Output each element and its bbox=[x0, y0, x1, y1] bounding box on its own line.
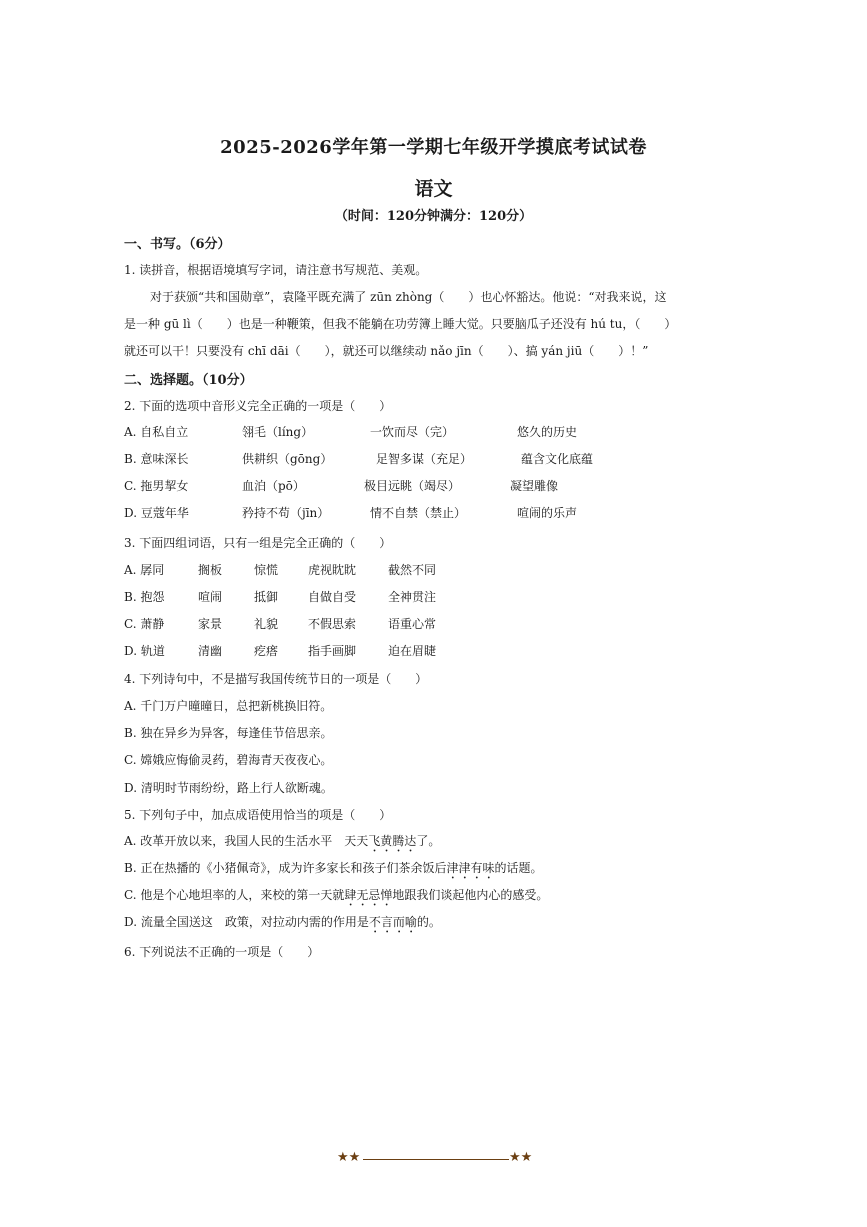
question-3-option-b bbox=[124, 588, 724, 606]
star-icon: ★★ bbox=[509, 1150, 533, 1165]
option-item: 指手画脚 bbox=[308, 644, 357, 658]
option-item: 家景 bbox=[198, 617, 223, 631]
option-item: 足智多谋（充足） bbox=[376, 452, 473, 466]
option-label: C. 萧静 bbox=[124, 617, 165, 631]
option-label: B. 抱怨 bbox=[124, 590, 165, 604]
option-label: C. 拖男挈女 bbox=[124, 479, 189, 493]
option-text: 的话题。 bbox=[494, 861, 543, 875]
option-item: 搁板 bbox=[198, 563, 223, 577]
option-item: 悠久的历史 bbox=[517, 425, 578, 439]
question-3-option-d bbox=[124, 642, 724, 660]
option-item: 迫在眉睫 bbox=[388, 644, 437, 658]
option-item: 全神贯注 bbox=[388, 590, 437, 604]
footer-divider bbox=[363, 1159, 509, 1160]
dotted-idiom: 不言而喻 bbox=[368, 915, 417, 929]
option-label: D. 豆蔻年华 bbox=[124, 506, 189, 520]
option-text: 地跟我们谈起他内心的感受。 bbox=[392, 888, 549, 902]
option-item: 自做自受 bbox=[308, 590, 357, 604]
section-heading-choice: 二、选择题。（10分） bbox=[124, 373, 253, 388]
question-3-option-a bbox=[124, 561, 724, 579]
option-item: 矜持不苟（jīn） bbox=[242, 506, 330, 520]
question-5-stem: 5. 下列句子中，加点成语使用恰当的项是（ ） bbox=[124, 808, 392, 822]
question-2-option-d bbox=[124, 504, 724, 522]
option-item: 礼貌 bbox=[254, 617, 279, 631]
question-1-line-1: 对于获颁“共和国勋章”，袁隆平既充满了 zūn zhòng（ ）也心怀豁达。他说：“对我来说，这 bbox=[150, 290, 667, 304]
option-item: 血泊（pō） bbox=[242, 479, 305, 493]
question-1-line-2: 是一种 gū lì（ ）也是一种鞭策，但我不能躺在功劳簿上睡大觉。只要脑瓜子还没有 hú tu，（ ） bbox=[124, 317, 677, 331]
option-item: 截然不同 bbox=[388, 563, 437, 577]
dotted-idiom: 飞黄腾达 bbox=[368, 834, 417, 848]
option-item: 喧闹 bbox=[198, 590, 223, 604]
question-2-option-a bbox=[124, 423, 724, 441]
option-item: 疙瘩 bbox=[254, 644, 279, 658]
dotted-idiom: 肆无忌惮 bbox=[344, 888, 393, 902]
question-4-option-b: B. 独在异乡为异客，每逢佳节倍思亲。 bbox=[124, 726, 333, 740]
option-label: A. 孱同 bbox=[124, 563, 165, 577]
option-label: D. 轨道 bbox=[124, 644, 165, 658]
option-text: D. 流量全国送这 政策，对拉动内需的作用是 bbox=[124, 915, 369, 929]
option-item: 蕴含文化底蕴 bbox=[521, 452, 594, 466]
question-4-option-a: A. 千门万户曈曈日，总把新桃换旧符。 bbox=[124, 699, 333, 713]
star-icon: ★★ bbox=[337, 1150, 361, 1165]
option-text: 了。 bbox=[416, 834, 441, 848]
question-4-option-d: D. 清明时节雨纷纷，路上行人欲断魂。 bbox=[124, 781, 333, 795]
option-item: 喧闹的乐声 bbox=[517, 506, 578, 520]
option-item: 供耕织（gōng） bbox=[242, 452, 333, 466]
option-item: 一饮而尽（完） bbox=[370, 425, 455, 439]
question-1-stem: 1. 读拼音，根据语境填写字词，请注意书写规范、美观。 bbox=[124, 263, 428, 277]
question-2-option-b bbox=[124, 450, 724, 468]
question-3-option-c bbox=[124, 615, 724, 633]
exam-title: 2025-2026学年第一学期七年级开学摸底考试试卷 bbox=[220, 137, 647, 158]
option-item: 情不自禁（禁止） bbox=[370, 506, 467, 520]
option-item: 翎毛（líng） bbox=[242, 425, 314, 439]
option-item: 不假思索 bbox=[308, 617, 357, 631]
option-item: 清幽 bbox=[198, 644, 223, 658]
option-label: A. 自私自立 bbox=[124, 425, 189, 439]
question-6-stem: 6. 下列说法不正确的一项是（ ） bbox=[124, 945, 320, 959]
question-4-stem: 4. 下列诗句中，不是描写我国传统节日的一项是（ ） bbox=[124, 672, 428, 686]
exam-info: （时间：120分钟满分：120分） bbox=[334, 209, 533, 224]
section-heading-writing: 一、书写。（6分） bbox=[124, 237, 231, 252]
option-label: B. 意味深长 bbox=[124, 452, 189, 466]
question-5-option-d bbox=[124, 913, 441, 936]
option-text: 的。 bbox=[416, 915, 441, 929]
question-5-option-a bbox=[124, 832, 440, 855]
question-2-option-c bbox=[124, 477, 724, 495]
option-item: 虎视眈眈 bbox=[308, 563, 357, 577]
question-1-line-3: 就还可以干！只要没有 chī dāi（ ），就还可以继续动 nǎo jīn（ ）、搞 yán jiū（ ）！” bbox=[124, 344, 649, 358]
subject-title: 语文 bbox=[414, 178, 453, 200]
option-item: 极目远眺（竭尽） bbox=[364, 479, 461, 493]
option-item: 抵御 bbox=[254, 590, 279, 604]
option-item: 语重心常 bbox=[388, 617, 437, 631]
option-text: B. 正在热播的《小猪佩奇》，成为许多家长和孩子们茶余饭后 bbox=[124, 861, 447, 875]
option-text: A. 改革开放以来，我国人民的生活水平 天天 bbox=[124, 834, 369, 848]
question-5-option-c bbox=[124, 886, 548, 909]
question-5-option-b bbox=[124, 859, 542, 882]
question-3-stem: 3. 下面四组词语，只有一组是完全正确的（ ） bbox=[124, 536, 392, 550]
footer-ornament bbox=[337, 1150, 537, 1170]
option-text: C. 他是个心地坦率的人，来校的第一天就 bbox=[124, 888, 345, 902]
option-item: 凝望雕像 bbox=[510, 479, 559, 493]
dotted-idiom: 津津有味 bbox=[446, 861, 495, 875]
question-4-option-c: C. 嫦娥应悔偷灵药，碧海青天夜夜心。 bbox=[124, 753, 333, 767]
option-item: 惊慌 bbox=[254, 563, 279, 577]
question-2-stem: 2. 下面的选项中音形义完全正确的一项是（ ） bbox=[124, 399, 392, 413]
